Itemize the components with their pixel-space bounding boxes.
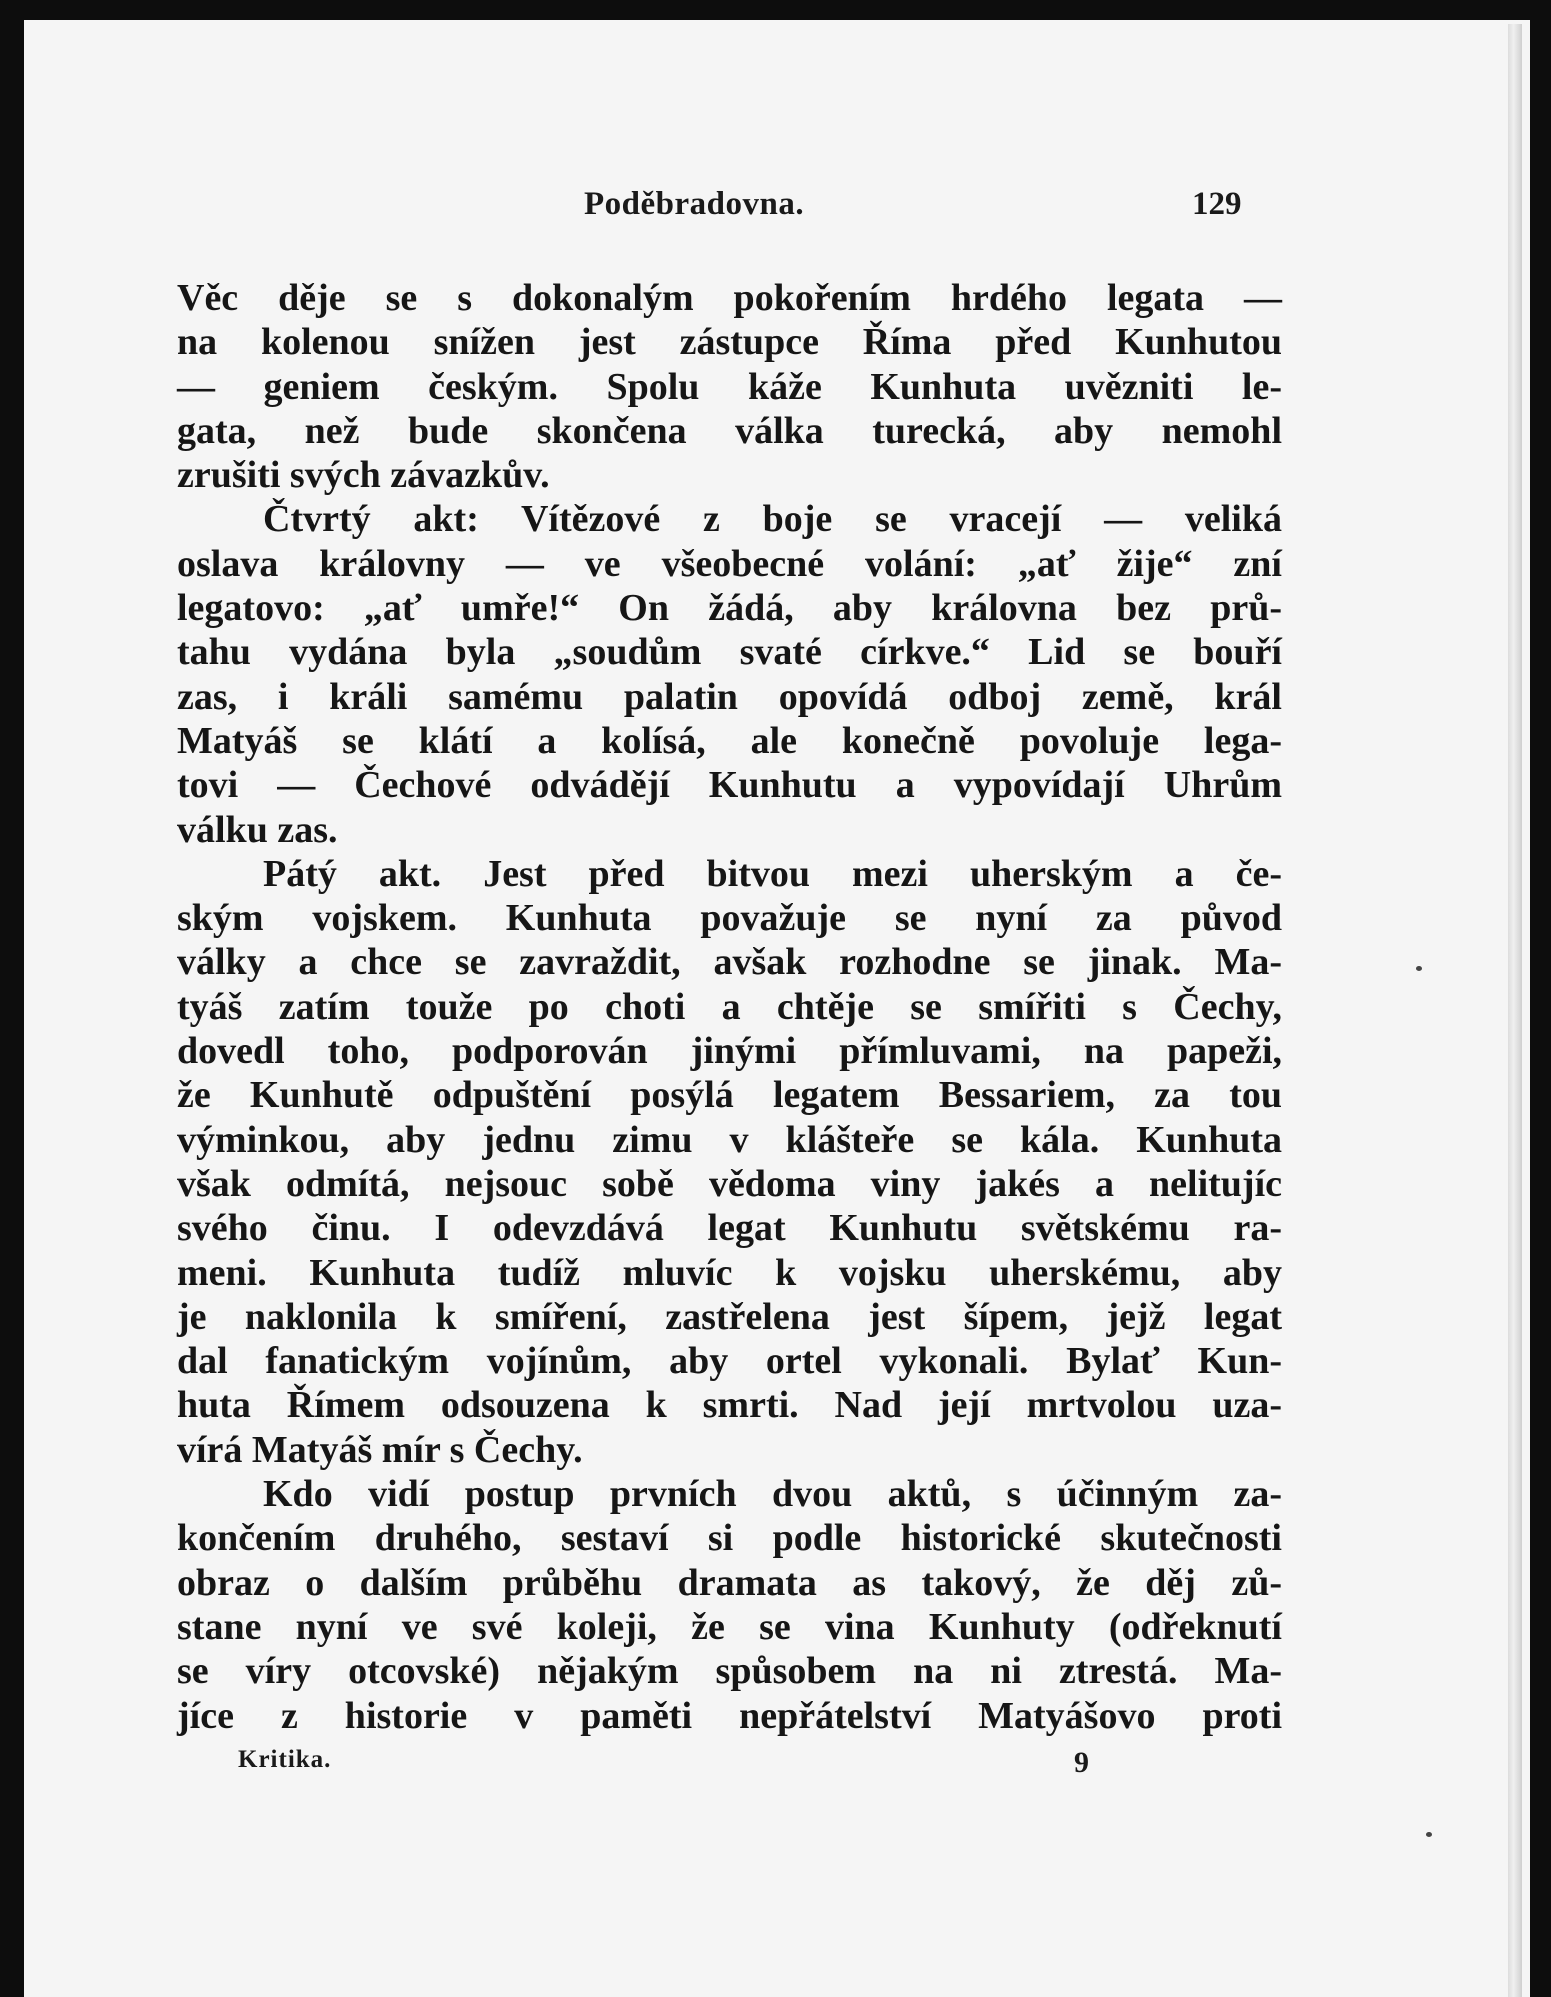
text-line: oslava královny — ve všeobecné volání: „ať žije“ zní: [177, 542, 1282, 585]
text-line: končením druhého, sestaví si podle historické skutečnosti: [177, 1517, 1282, 1560]
text-line: že Kunhutě odpuštění posýlá legatem Bessariem, za tou: [177, 1074, 1282, 1117]
text-line: je naklonila k smíření, zastřelena jest šípem, jejž legat: [177, 1295, 1282, 1338]
book-page: [24, 20, 1530, 1997]
page-footer: [24, 1746, 1530, 1786]
text-line: na kolenou snížen jest zástupce Říma před Kunhutou: [177, 321, 1282, 364]
text-line: legatovo: „ať umře!“ On žádá, aby královna bez prů-: [177, 587, 1282, 630]
text-line: zas, i králi samému palatin opovídá odboj země, král: [177, 675, 1282, 718]
text-line: vírá Matyáš mír s Čechy.: [177, 1428, 583, 1471]
text-line: však odmítá, nejsouc sobě vědoma viny jakés a nelitujíc: [177, 1162, 1282, 1205]
text-line: jíce z historie v paměti nepřátelství Matyášovo proti: [177, 1694, 1282, 1737]
text-line: svého činu. I odevzdává legat Kunhutu světskému ra-: [177, 1207, 1282, 1250]
running-title: Poděbradovna.: [584, 186, 805, 222]
paper-speck: [1416, 966, 1422, 971]
text-line: stane nyní ve své koleji, že se vina Kunhuty (odřeknutí: [177, 1605, 1282, 1648]
page-header: [24, 186, 1530, 230]
text-line: gata, než bude skončena válka turecká, aby nemohl: [177, 409, 1282, 452]
text-line: výminkou, aby jednu zimu v klášteře se kála. Kunhuta: [177, 1118, 1282, 1161]
page-number: 129: [1192, 186, 1242, 222]
signature-number: 9: [1074, 1746, 1089, 1779]
text-line: dal fanatickým vojínům, aby ortel vykonali. Bylať Kun-: [177, 1340, 1282, 1383]
text-line: Matyáš se klátí a kolísá, ale konečně povoluje lega-: [177, 719, 1282, 762]
text-line: huta Římem odsouzena k smrti. Nad její mrtvolou uza-: [177, 1384, 1282, 1427]
text-line: ským vojskem. Kunhuta považuje se nyní za původ: [177, 897, 1282, 940]
text-line: Čtvrtý akt: Vítězové z boje se vracejí — veliká: [263, 498, 1282, 541]
text-line: — geniem českým. Spolu káže Kunhuta uvězniti le-: [177, 365, 1282, 408]
text-line: zrušiti svých závazkův.: [177, 454, 550, 497]
text-line: války a chce se zavraždit, avšak rozhodne se jinak. Ma-: [177, 941, 1282, 984]
text-line: Pátý akt. Jest před bitvou mezi uherským a če-: [263, 852, 1282, 895]
text-line: válku zas.: [177, 808, 338, 851]
page-edge-shadow: [1508, 24, 1522, 1997]
text-line: se víry otcovské) nějakým spůsobem na ni ztrestá. Ma-: [177, 1650, 1282, 1693]
text-line: tyáš zatím touže po choti a chtěje se smířiti s Čechy,: [177, 985, 1282, 1028]
signature-mark: Kritika.: [238, 1746, 332, 1773]
text-line: obraz o dalším průběhu dramata as takový, že děj zů-: [177, 1561, 1282, 1604]
body-text: [177, 276, 1282, 1738]
text-line: Kdo vidí postup prvních dvou aktů, s účinným za-: [263, 1473, 1282, 1516]
paper-speck: [1426, 1832, 1432, 1837]
text-line: meni. Kunhuta tudíž mluvíc k vojsku uherskému, aby: [177, 1251, 1282, 1294]
text-line: dovedl toho, podporován jinými přímluvami, na papeži,: [177, 1030, 1282, 1073]
text-line: tahu vydána byla „soudům svaté církve.“ Lid se bouří: [177, 631, 1282, 674]
text-line: tovi — Čechové odvádějí Kunhutu a vypovídají Uhrům: [177, 764, 1282, 807]
text-line: Věc děje se s dokonalým pokořením hrdého legata —: [177, 277, 1282, 319]
